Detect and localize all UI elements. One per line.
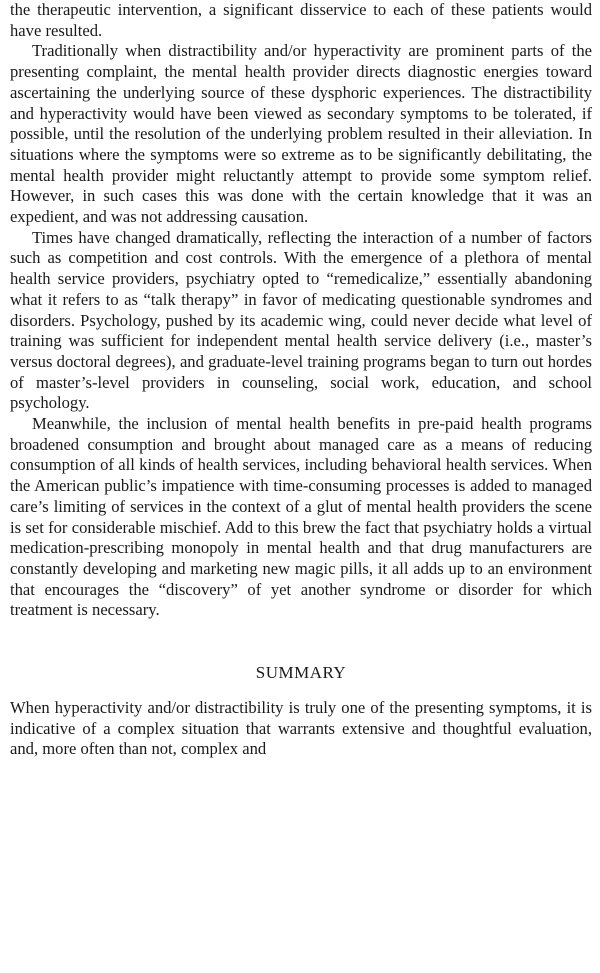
paragraph-times-changed: Times have changed dramatically, reflecting the interaction of a number of factors such as competition and cost controls. With the emergence of a plethora of mental health service providers, psychiatry opted to “remedicalize,” essentially abandoning what it refers to as “talk therapy” in favor of medicating questionable syndromes and disorders. Psychology, pushed by its academic wing, could never decide what level of training was sufficient for independent mental health service delivery (i.e., master’s versus doctoral degrees), and graduate-level training programs began to turn out hordes of master’s-level providers in counseling, social work, education, and school psychology. <box>10 227 592 413</box>
paragraph-managed-care: Meanwhile, the inclusion of mental health benefits in pre-paid health programs broadened consumption and brought about managed care as a means of reducing consumption of all kinds of health services, including behavioral health services. When the American public’s impatience with time-consuming processes is added to managed care’s limiting of services in the context of a glut of mental health providers the scene is set for considerable mischief. Add to this brew the fact that psychiatry holds a virtual medication-prescribing monopoly in mental health and that drug manufacturers are constantly developing and marketing new magic pills, it all adds up to an environment that encourages the “discovery” of yet another syndrome or disorder for which treatment is necessary. <box>10 414 592 620</box>
document-page <box>10 0 592 760</box>
section-heading-summary: SUMMARY <box>255 663 347 683</box>
paragraph-summary: When hyperactivity and/or distractibility is truly one of the presenting symptoms, it is indicative of a complex situation that warrants extensive and thoughtful evaluation, and, more often than not, complex and <box>10 697 592 759</box>
paragraph-traditional-approach: Traditionally when distractibility and/or hyperactivity are prominent parts of the presenting complaint, the mental health provider directs diagnostic energies toward ascertaining the underlying source of these dysphoric experiences. The distractibility and hyperactivity would have been viewed as secondary symptoms to be tolerated, if possible, until the resolution of the underlying problem resulted in their alleviation. In situations where the symptoms were so extreme as to be significantly debilitating, the mental health provider might reluctantly attempt to provide some symptom relief. However, in such cases this was done with the certain knowledge that it was an expedient, and was not addressing causation. <box>10 41 592 227</box>
paragraph-continued: the therapeutic intervention, a significant disservice to each of these patients would have resulted. <box>10 0 592 40</box>
